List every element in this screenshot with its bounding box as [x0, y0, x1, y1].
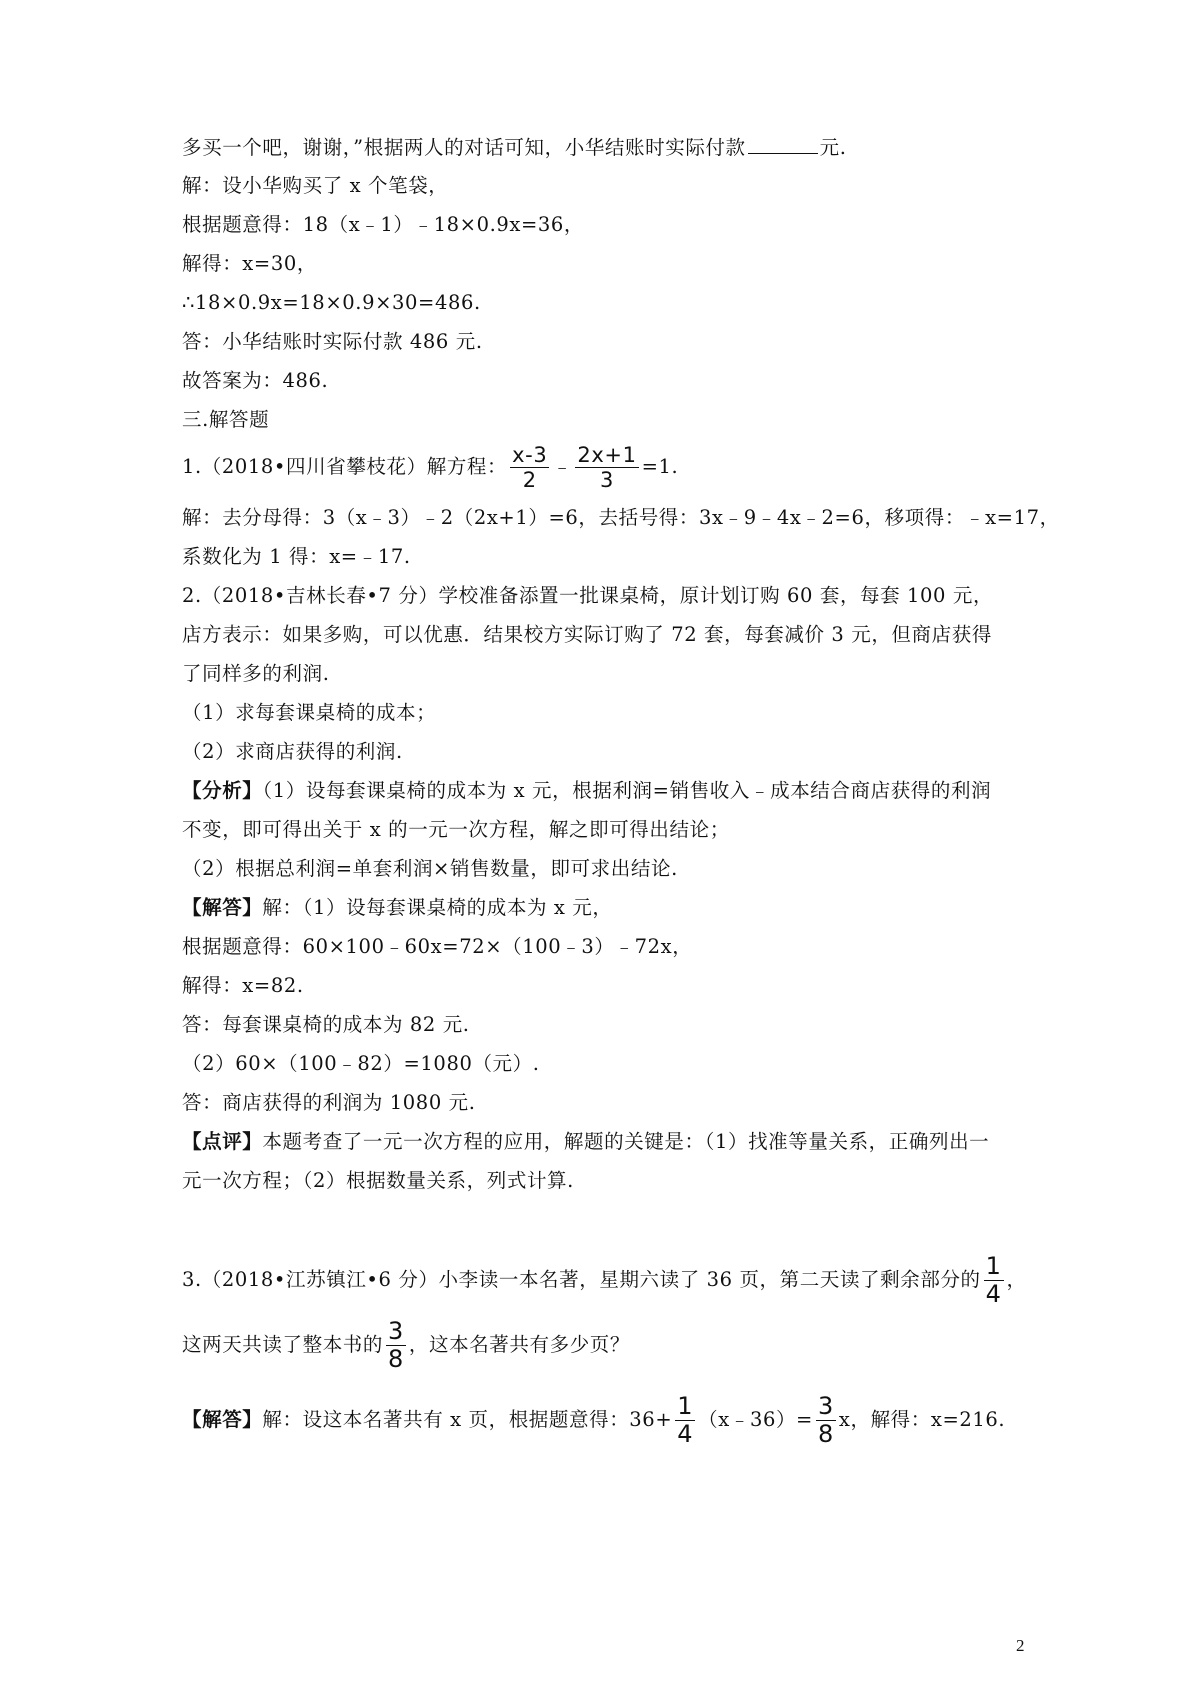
text-line: （2）60×（100﹣82）=1080（元）. [182, 1052, 540, 1075]
text-line: （1）求每套课桌椅的成本； [182, 701, 437, 724]
numerator: x-3 [512, 443, 548, 467]
text-line: 根据题意得：60×100﹣60x=72×（100﹣3）﹣72x， [182, 935, 693, 958]
denominator: 2 [522, 468, 537, 492]
denominator: 3 [600, 468, 614, 492]
text-line: 解：去分母得：3（x﹣3）﹣2（2x+1）=6，去括号得：3x﹣9﹣4x﹣2=6，移项得：﹣x=17， [182, 506, 1060, 529]
comment-label: 【点评】 [182, 1130, 263, 1153]
answer-blank [748, 133, 818, 154]
solution-line [182, 1393, 1005, 1448]
page-number: 2 [1016, 1636, 1025, 1655]
section-heading: 三.解答题 [182, 408, 270, 431]
text-line: 元一次方程；（2）根据数量关系，列式计算. [182, 1169, 574, 1192]
comment-text: 本题考查了一元一次方程的应用，解题的关键是：（1）找准等量关系，正确列出一 [262, 1130, 990, 1153]
solution-label: 【解答】 [182, 1408, 263, 1431]
analysis-line [182, 777, 991, 805]
text-line: 答：每套课桌椅的成本为 82 元. [182, 1013, 470, 1036]
text-line: （2）求商店获得的利润. [182, 740, 403, 763]
text-line: ∴18×0.9x=18×0.9×30=486. [182, 291, 481, 314]
text-line: 店方表示：如果多购，可以优惠．结果校方实际订购了 72 套，每套减价 3 元，但商店获得 [182, 623, 992, 646]
comment-line [182, 1128, 989, 1156]
text-line: 了同样多的利润. [182, 662, 330, 685]
sentence: 多买一个吧，谢谢，”根据两人的对话可知，小华结账时实际付款 [182, 136, 746, 159]
problem-2-statement: 2.（2018•吉林长春•7 分）学校准备添置一批课桌椅，原计划订购 60 套，每套 100 元， [182, 584, 994, 607]
numerator: 3 [388, 1317, 404, 1345]
denominator: 4 [677, 1420, 694, 1448]
fraction [984, 1253, 1004, 1308]
solution-text: 解：（1）设每套课桌椅的成本为 x 元， [262, 896, 613, 919]
text-line: 解：设小华购买了 x 个笔袋， [182, 174, 449, 197]
problem-text: 3.（2018•江苏镇江•6 分）小李读一本名著，星期六读了 36 页，第二天读了剩余部分的 [182, 1268, 981, 1291]
text-line [182, 133, 847, 162]
text-line: 根据题意得：18（x﹣1）﹣18×0.9x=36， [182, 213, 585, 236]
text-line: 不变，即可得出关于 x 的一元一次方程，解之即可得出结论； [182, 818, 730, 841]
denominator: 8 [388, 1345, 404, 1373]
sentence-tail: 元. [819, 136, 847, 159]
problem-3-statement [182, 1253, 1027, 1308]
solution-label: 【解答】 [182, 896, 263, 919]
text-line: 答：商店获得的利润为 1080 元. [182, 1091, 476, 1114]
analysis-text: （1）设每套课桌椅的成本为 x 元，根据利润=销售收入﹣成本结合商店获得的利润 [262, 779, 992, 802]
solution-line [182, 894, 612, 922]
analysis-label: 【分析】 [182, 779, 263, 802]
solution-text: x，解得：x=216. [838, 1408, 1006, 1431]
problem-1-statement [182, 443, 678, 492]
text-line: 解得：x=82. [182, 974, 304, 997]
problem-text: 1.（2018•四川省攀枝花）解方程： [182, 455, 508, 478]
fraction [510, 443, 549, 492]
numerator: 2x+1 [577, 443, 637, 467]
numerator: 1 [677, 1392, 694, 1420]
fraction [675, 1393, 695, 1448]
fraction [575, 443, 638, 492]
numerator: 1 [985, 1252, 1002, 1280]
text-line [182, 1318, 630, 1373]
equation-tail: =1. [641, 455, 679, 478]
text-line: 答：小华结账时实际付款 486 元. [182, 330, 483, 353]
text-line: 系数化为 1 得：x=﹣17. [182, 545, 411, 568]
problem-text: 这两天共读了整本书的 [182, 1333, 384, 1356]
text-line: 故答案为：486. [182, 369, 329, 392]
fraction [816, 1393, 836, 1448]
problem-text: ，这本名著共有多少页？ [408, 1333, 630, 1356]
denominator: 8 [818, 1420, 834, 1448]
punctuation: ， [1006, 1268, 1027, 1291]
numerator: 3 [818, 1392, 834, 1420]
fraction [386, 1318, 406, 1373]
denominator: 4 [985, 1280, 1002, 1308]
text-line: 解得：x=30， [182, 252, 317, 275]
solution-text: （x﹣36）= [698, 1408, 813, 1431]
solution-text: 解：设这本名著共有 x 页，根据题意得：36+ [262, 1408, 673, 1431]
operator: ﹣ [552, 455, 573, 478]
text-line: （2）根据总利润=单套利润×销售数量，即可求出结论. [182, 857, 678, 880]
